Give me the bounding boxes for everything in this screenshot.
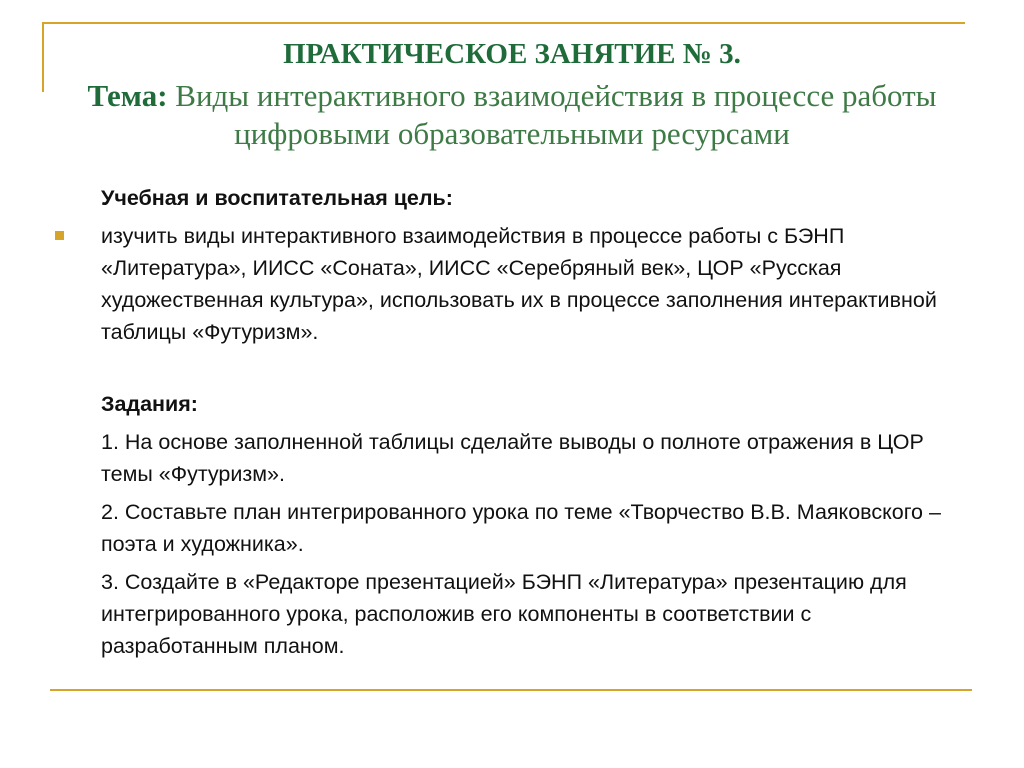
slide-content [101, 182, 971, 662]
topic-text: Виды интерактивного взаимодействия в процессе работы цифровыми образовательными ресурсами [175, 78, 937, 151]
task-item-1: 1. На основе заполненной таблицы сделайте выводы о полноте отражения в ЦОР темы «Футуризм». [101, 430, 924, 486]
topic-label: Тема: [87, 78, 168, 113]
goal-text: изучить виды интерактивного взаимодействия в процессе работы с БЭНП «Литература», ИИСС «Соната», ИИСС «Серебряный век», ЦОР «Русская художественная культура», использовать их в процессе заполнения интерактивной таблицы «Футуризм». [101, 224, 937, 344]
slide-title [50, 36, 974, 153]
frame-top-line [42, 22, 965, 24]
task-item-3: 3. Создайте в «Редакторе презентацией» БЭНП «Литература» презентацию для интегрированного урока, расположив его компоненты в соответствии с разработанным планом. [101, 570, 907, 658]
square-bullet-icon [55, 231, 64, 240]
goal-heading: Учебная и воспитательная цель: [101, 186, 453, 210]
task-item-2: 2. Составьте план интегрированного урока по теме «Творчество В.В. Маяковского – поэта и художника». [101, 500, 941, 556]
title-line: ПРАКТИЧЕСКОЕ ЗАНЯТИЕ № 3. [283, 38, 741, 70]
topic-line [50, 77, 974, 153]
tasks-heading: Задания: [101, 392, 198, 416]
frame-bottom-line [50, 689, 972, 691]
frame-left-line [42, 22, 44, 92]
spacer [101, 348, 971, 388]
goal-bullet-item [101, 220, 971, 348]
